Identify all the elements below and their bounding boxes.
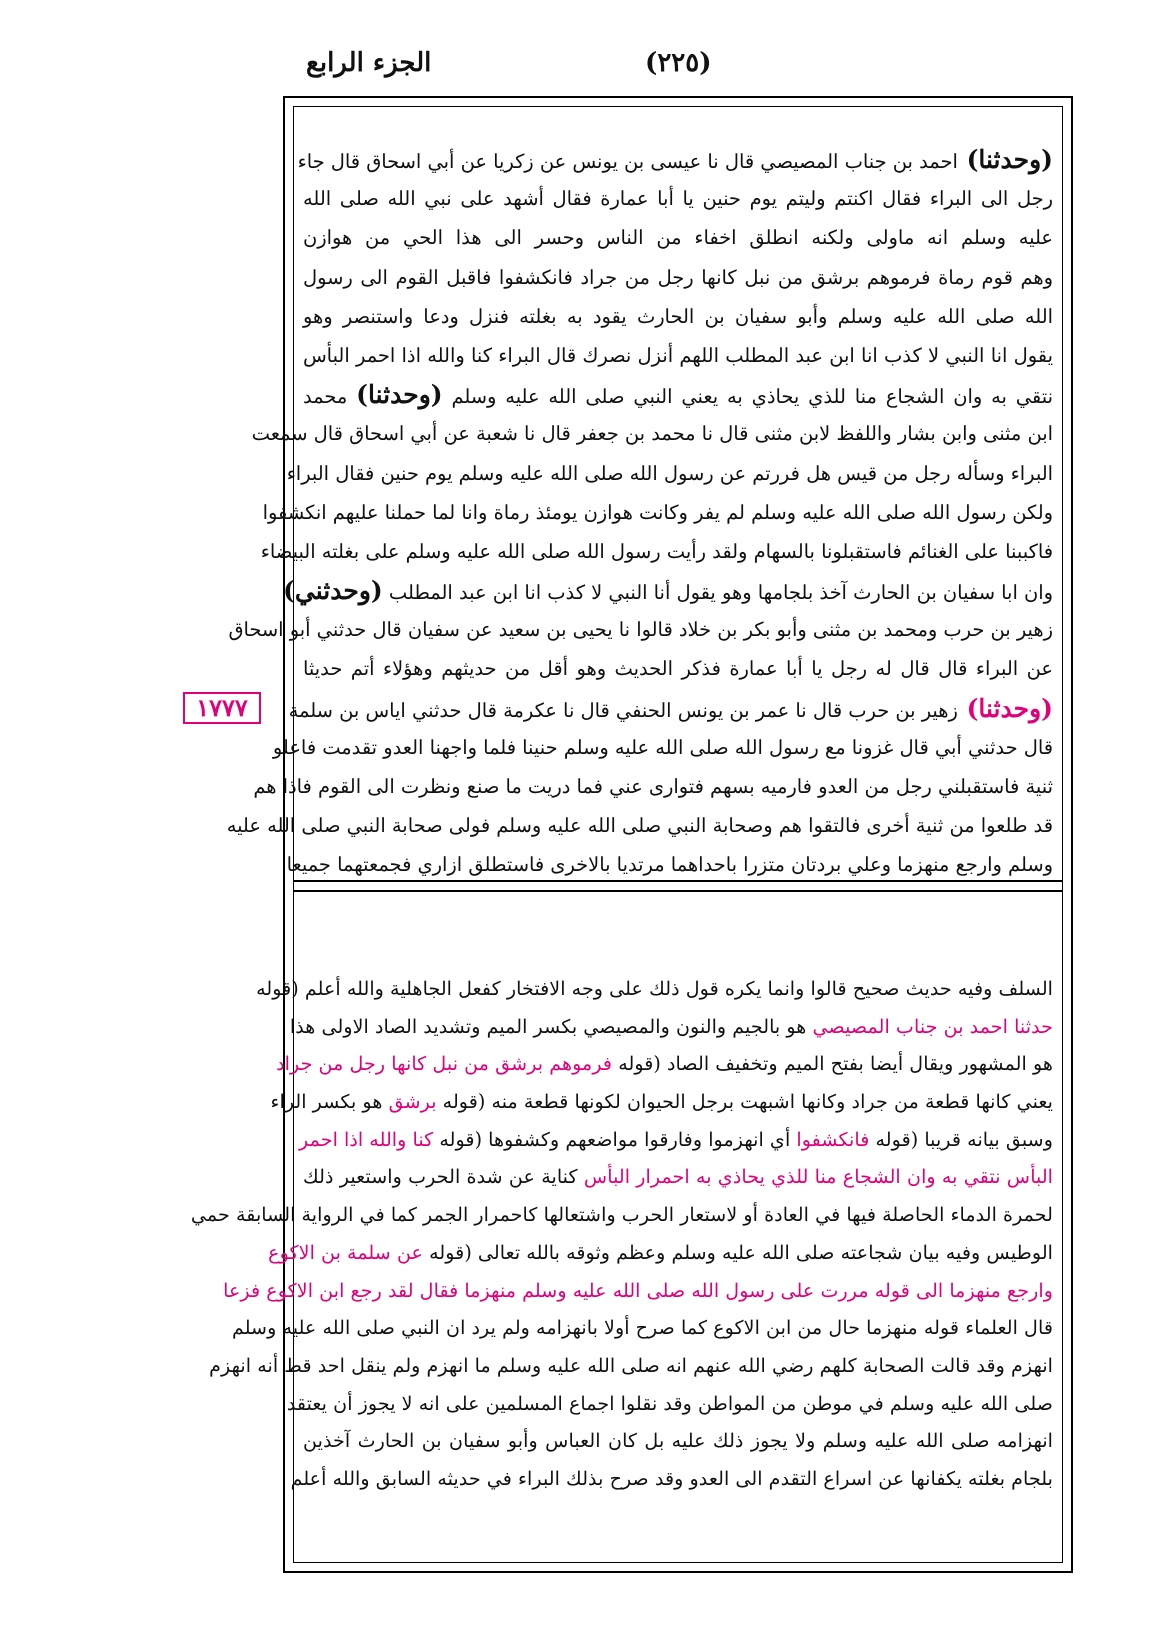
commentary-line: [303, 1158, 1053, 1196]
text-run: صلى الله عليه وسلم في موطن من المواطن وقد نقلوا اجماع المسلمين على انه لا يجوز أن يعتقد: [286, 1391, 1053, 1415]
commentary-line: [270, 1083, 1053, 1121]
hadith-line: [228, 610, 1053, 649]
text-run: فاكببنا على الغنائم فاستقبلونا بالسهام ولقد رأيت رسول الله صلى الله عليه وسلم على بغلته البيضاء: [260, 539, 1053, 563]
hadith-line: [303, 297, 1053, 336]
commentary-line: [286, 1385, 1053, 1423]
text-run: يعني كانها قطعة من جراد وكانها اشبهت برجل الحيوان لكونها قطعة منه (قوله: [436, 1090, 1053, 1114]
highlighted-phrase: كنا والله اذا احمر: [299, 1127, 434, 1151]
commentary-line: [231, 1309, 1053, 1347]
highlighted-phrase: (وحدثني): [283, 576, 383, 606]
text-run: كناية عن شدة الحرب واستعير ذلك: [303, 1165, 584, 1189]
highlighted-phrase: حدثنا احمد بن جناب المصيصي: [812, 1014, 1053, 1038]
text-run: بلجام بغلته يكفانها عن اسراع التقدم الى العدو وقد صرح بذلك البراء في حديثه السابق والله أعلم: [290, 1466, 1053, 1490]
text-run: احمد بن جناب المصيصي قال نا عيسى بن يونس عن زكريا عن أبي اسحاق قال جاء: [297, 150, 958, 173]
text-run: زهير بن حرب قال نا عمر بن يونس الحنفي قال نا عكرمة قال حدثني اياس بن سلمة: [288, 698, 958, 722]
hadith-line: [283, 571, 1053, 610]
commentary-line: [303, 1422, 1053, 1460]
text-run: هو المشهور ويقال أيضا بفتح الميم وتخفيف الصاد (قوله: [612, 1052, 1053, 1076]
text-run: نتقي به وان الشجاع منا للذي يحاذي به يعني النبي صلى الله عليه وسلم: [442, 385, 1053, 409]
commentary-line: [223, 1272, 1053, 1310]
text-run: الله صلى الله عليه وسلم وأبو سفيان بن الحارث يقود به بغلته فنزل ودعا واستنصر وهو: [303, 304, 1053, 328]
running-head-volume: الجزء الرابع: [306, 48, 432, 78]
text-run: ابن مثنى وابن بشار واللفظ لابن مثنى قال نا محمد بن جعفر قال نا شعبة عن أبي اسحاق قال سمعت: [251, 422, 1053, 446]
commentary-line: [276, 1045, 1053, 1083]
text-run: قد طلعوا من ثنية أخرى فالتقوا هم وصحابة النبي صلى الله عليه وسلم فولى صحابة النبي صلى الله عليه: [226, 814, 1053, 838]
text-run: قال حدثني أبي قال غزونا مع رسول الله صلى الله عليه وسلم حنينا فلما واجهنا العدو تقدمت فاعلو: [272, 735, 1053, 759]
hadith-line: [303, 179, 1053, 218]
hadith-line: [260, 532, 1053, 571]
hadith-line: [303, 336, 1053, 375]
highlighted-phrase: (وحدثنا): [957, 145, 1053, 174]
text-run: الوطيس وفيه بيان شجاعته صلى الله عليه وسلم وعظم وثوقه بالله تعالى (قوله: [423, 1240, 1053, 1264]
commentary-line: [290, 1460, 1053, 1498]
highlighted-phrase: وارجع منهزما الى قوله مررت على رسول الله صلى الله عليه وسلم منهزما فقال لقد رجع ابن الاكوع فزعا: [223, 1278, 1053, 1302]
hadith-line: [288, 689, 1053, 728]
text-run: يقول انا النبي لا كذب انا ابن عبد المطلب اللهم أنزل نصرك قال البراء كنا والله اذا احمر البأس: [303, 343, 1053, 367]
highlighted-phrase: برشق: [388, 1090, 437, 1114]
hadith-line: [303, 258, 1053, 297]
commentary-line: [289, 1008, 1053, 1046]
text-run: انهزم وقد قالت الصحابة كلهم رضي الله عنهم انه صلى الله عليه وسلم ما انهزم ولم ينقل احد قط أنه انهزم: [209, 1353, 1053, 1377]
text-run: ثنية فاستقبلني رجل من العدو فارميه بسهم فتوارى عني فما دريت ما صنع ونظرت الى القوم فاذا هم: [253, 775, 1053, 798]
highlighted-phrase: فانكشفوا: [796, 1127, 870, 1151]
text-run: لحمرة الدماء الحاصلة فيها في العادة أو لاستعار الحرب واشتعالها كاحمرار الجمر كما في الرواية السابقة حمي: [190, 1203, 1053, 1227]
highlighted-phrase: (وحدثنا): [957, 693, 1053, 723]
hadith-margin-number: ١٧٧٧: [183, 692, 261, 724]
text-run: رجل الى البراء فقال اكنتم وليتم يوم حنين يا أبا عمارة فقال أشهد على نبي الله صلى الله: [303, 187, 1053, 211]
text-run: قال العلماء قوله منهزما حال من ابن الاكوع كما صرح أولا بانهزامه ولم يرد ان النبي صلى الله عليه وسلم: [231, 1316, 1053, 1340]
text-run: انهزامه صلى الله عليه وسلم ولا يجوز ذلك عليه بل كان العباس وأبو سفيان بن الحارث آخذين: [303, 1429, 1053, 1453]
text-run: البراء وسأله رجل من قيس هل فررتم عن رسول الله صلى الله عليه وسلم يوم حنين فقال البراء: [286, 461, 1053, 485]
page-number: (٢٢٥): [645, 48, 712, 78]
commentary-line: [256, 970, 1053, 1008]
text-run: وسلم وارجع منهزما وعلي بردتان متزرا باحداهما مرتديا بالاخرى فاستطلق ازاري فجمعتهما جميعا: [286, 853, 1053, 877]
hadith-line: [286, 845, 1053, 884]
text-run: أي انهزموا وفارقوا مواضعهم وكشفوها (قوله: [433, 1127, 797, 1151]
hadith-line: [251, 414, 1053, 453]
hadith-line: [272, 728, 1053, 767]
hadith-line: [303, 649, 1053, 688]
text-run: السلف وفيه حديث صحيح قالوا وانما يكره قول ذلك على وجه الافتخار كفعل الجاهلية والله أعلم (قوله: [256, 977, 1053, 1000]
hadith-text-block: [226, 140, 1053, 885]
hadith-line: [253, 767, 1053, 806]
highlighted-phrase: عن سلمة بن الاكوع: [268, 1240, 424, 1264]
commentary-line: [190, 1196, 1053, 1234]
text-run: عن البراء قال قال له رجل يا أبا عمارة فذكر الحديث وهو أقل من حديثهم وهؤلاء أتم حديثا: [303, 657, 1053, 681]
text-run: وسبق بيانه قريبا (قوله: [869, 1127, 1053, 1151]
commentary-text-block: [190, 970, 1054, 1498]
commentary-line: [209, 1347, 1053, 1385]
commentary-line: [299, 1121, 1053, 1159]
text-run: محمد: [303, 385, 357, 409]
text-run: ولكن رسول الله صلى الله عليه وسلم لم يفر وكانت هوازن يومئذ رماة وانا لما حملنا عليهم انكشفوا: [262, 500, 1053, 524]
text-run: زهير بن حرب ومحمد بن مثنى وأبو بكر بن خلاد قالوا نا يحيى بن سعيد عن سفيان قال حدثني أبو اسحاق: [228, 618, 1053, 642]
text-run: وان ابا سفيان بن الحارث آخذ بلجامها وهو يقول أنا النبي لا كذب انا ابن عبد المطلب: [382, 581, 1053, 605]
text-run: عليه وسلم انه ماولى ولكنه انطلق اخفاء من الناس وحسر الى هذا الحي من هوازن: [303, 226, 1053, 250]
text-run: هو بالجيم والنون والمصيصي بكسر الميم وتشديد الصاد الاولى هذا: [289, 1014, 813, 1038]
hadith-line: [226, 806, 1053, 845]
hadith-line: [303, 375, 1053, 414]
highlighted-phrase: (وحدثنا): [356, 380, 443, 410]
hadith-line: [286, 454, 1053, 493]
highlighted-phrase: فرموهم برشق من نبل كانها رجل من جراد: [276, 1052, 613, 1076]
hadith-line: [262, 493, 1053, 532]
text-run: وهم قوم رماة فرموهم برشق من نبل كانها رجل من جراد فانكشفوا فاقبل القوم الى رسول: [303, 265, 1053, 289]
hadith-line: [303, 218, 1053, 257]
text-run: هو بكسر الراء: [270, 1090, 389, 1114]
section-divider-bottom: [293, 890, 1063, 892]
commentary-line: [268, 1234, 1053, 1272]
hadith-line: [297, 140, 1053, 179]
highlighted-phrase: البأس نتقي به وان الشجاع منا للذي يحاذي به احمرار البأس: [583, 1165, 1054, 1189]
